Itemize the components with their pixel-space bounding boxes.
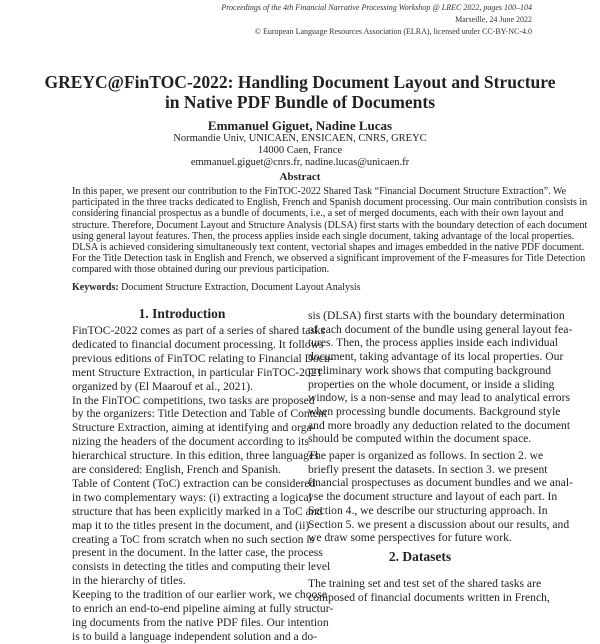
text-line: should be computed within the document space. <box>308 432 532 446</box>
proceedings-line: Proceedings of the 4th Financial Narrative Processing Workshop @ LREC 2022, pages 100–104 <box>221 3 532 12</box>
affiliation: Normandie Univ, UNICAEN, ENSICAEN, CNRS, GREYC <box>173 133 427 144</box>
abstract-heading: Abstract <box>279 171 321 183</box>
copyright-line: © European Language Resources Association (ELRA), licensed under CC-BY-NC-4.0 <box>254 27 532 36</box>
text-line: The paper is organized as follows. In section 2. we <box>308 449 544 462</box>
section-heading-introduction: 1. Introduction <box>138 306 226 321</box>
text-line: preliminary work shows that computing background <box>308 363 552 377</box>
text-line: Table of Content (ToC) extraction can be considered <box>72 476 316 490</box>
text-line: consists in detecting the titles and computing their level <box>72 560 331 574</box>
text-line: creating a ToC from scratch when no such section is <box>72 532 315 546</box>
keywords-label: Keywords: <box>72 282 119 293</box>
text-line: organized by (El Maarouf et al., 2021). <box>72 379 254 393</box>
text-line: is to build a language independent solution and a do- <box>72 629 318 643</box>
text-line: tures. Then, the process applies inside each individual <box>308 336 558 350</box>
paper-title-line-2: in Native PDF Bundle of Documents <box>164 92 436 112</box>
text-line: For the Title Detection task in English and French, we observed a significant improvement of the F-measures for Title Detection <box>72 253 586 265</box>
text-line: present in the document. In the latter case, the process <box>72 546 323 560</box>
text-line: sis (DLSA) first starts with the boundary determination <box>308 309 565 322</box>
text-line: Section 5. we present a discussion about our results, and <box>308 517 570 531</box>
keywords-text: Document Structure Extraction, Document Layout Analysis <box>121 282 361 293</box>
text-line: Keeping to the tradition of our earlier work, we choose <box>72 588 327 602</box>
text-line: ment Structure Extraction, in particular FinTOC-2021 <box>72 365 323 379</box>
text-line: by the organizers: Title Detection and Table of Content <box>72 407 328 421</box>
text-line: composed of financial documents written in French, <box>308 590 550 604</box>
address: 14000 Caen, France <box>257 145 343 156</box>
text-line: nizing the headers of the document according to its <box>72 435 309 449</box>
text-line: previous editions of FinTOC relating to Financial Docu- <box>72 351 334 365</box>
text-line: considering financial prospectus as a bundle of documents, i.e., a set of merged documents, each with their own layout and <box>72 208 564 220</box>
text-line: Section 4., we describe our structuring approach. In <box>308 503 548 517</box>
text-line: structure. Therefore, Document Layout and Structure Analysis (DLSA) first starts with the boundary detection of each document <box>72 219 588 231</box>
text-line: briefly present the datasets. In section 3. we present <box>308 462 548 476</box>
text-line: structure that has been explicitly marked in a ToC and <box>72 504 323 518</box>
text-line: In the FinTOC competitions, two tasks are proposed <box>72 393 315 407</box>
text-line: DLSA is achieved considering simultaneously text content, vectorial shapes and images embedded in the native PDF document. <box>72 242 585 253</box>
text-line: document, taking advantage of its local properties. Our <box>308 350 564 364</box>
text-line: are considered: English, French and Spanish. <box>72 463 281 476</box>
authors: Emmanuel Giguet, Nadine Lucas <box>207 118 393 133</box>
emails: emmanuel.giguet@cnrs.fr, nadine.lucas@unicaen.fr <box>190 157 410 168</box>
text-line: in two complementary ways: (i) extracting a logical <box>72 490 312 504</box>
text-line: when processing bundle documents. Background style <box>308 404 561 418</box>
text-line: in the hierarchy of titles. <box>72 574 186 588</box>
text-line: dedicated to financial document processing. It follows <box>72 337 324 351</box>
text-line: of each document of the bundle using general layout fea- <box>308 322 573 336</box>
text-line: The training set and test set of the shared tasks are <box>308 577 542 590</box>
text-line: map it to the titles present in the document, and (ii) <box>72 518 310 532</box>
text-line: compared with those obtained during our previous participation. <box>72 264 330 276</box>
paper-title-line-1: GREYC@FinTOC-2022: Handling Document Layout and Structure <box>44 72 556 92</box>
text-line: properties on the whole document, or inside a sliding <box>308 377 555 391</box>
text-line: participated in the three tracks dedicated to English, French and Spanish document processing. Our main contribution consists in <box>72 197 588 209</box>
text-line: and more broadly any deduction related to the document <box>308 418 571 432</box>
text-line: financial prospectuses as document bundles and we anal- <box>308 476 573 490</box>
text-line: Structure Extraction, aiming at identifying and orga- <box>72 421 316 435</box>
text-line: to enrich an end-to-end pipeline aiming at fully structur- <box>72 602 334 615</box>
text-line: using general layout features. Then, the process applies inside each single document, taking advantage of the local properties. <box>72 230 575 242</box>
text-line: we draw some perspectives for future work. <box>308 531 512 545</box>
keywords <box>72 282 361 294</box>
section-heading-datasets: 2. Datasets <box>388 549 452 564</box>
text-line: In this paper, we present our contribution to the FinTOC-2022 Shared Task “Financial Document Structure Extraction”. We <box>72 186 567 197</box>
text-line: hierarchical structure. In this edition, three languages <box>72 449 319 463</box>
text-line: ing documents from the native PDF files. Our intention <box>72 615 329 629</box>
place-date: Marseille, 24 June 2022 <box>455 15 532 24</box>
text-line: yse the document structure and layout of each part. In <box>308 490 558 504</box>
text-line: window, is a non-sense and may lead to analytical errors <box>308 391 570 405</box>
text-line: FinTOC-2022 comes as part of a series of shared tasks <box>72 324 326 337</box>
